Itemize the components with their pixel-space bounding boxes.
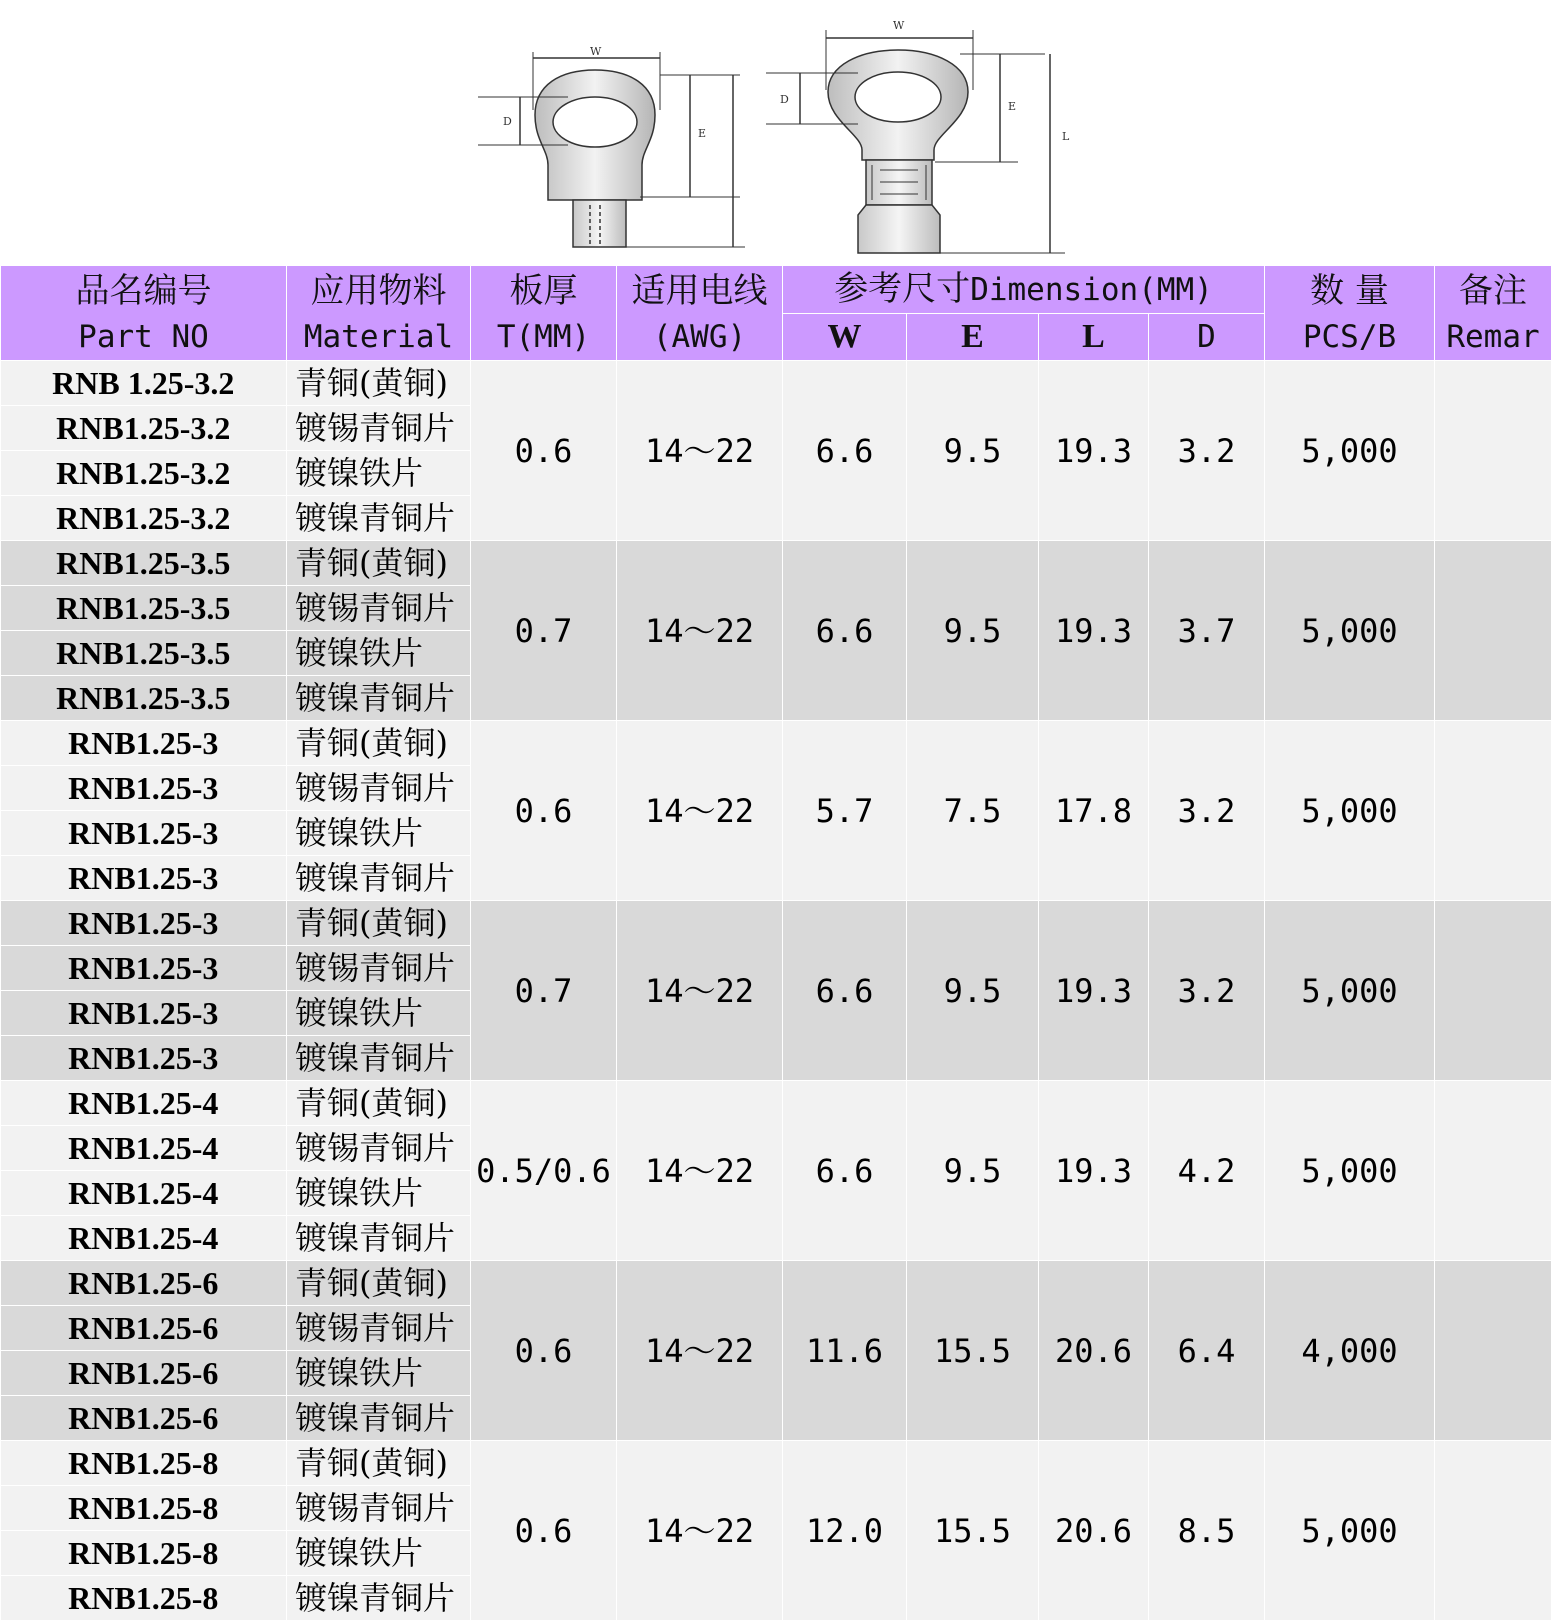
material-cell: 镀镍青铜片 [287,1036,471,1081]
part-number-cell: RNB1.25-3 [1,811,287,856]
quantity-cell: 5,000 [1265,1441,1435,1621]
material-cell: 镀锡青铜片 [287,1306,471,1351]
dim-l-cell: 19.3 [1039,541,1149,721]
dim-e-cell: 15.5 [907,1261,1039,1441]
header-qty-en: PCS/B [1302,319,1397,355]
remark-cell [1435,541,1551,721]
left-w-label: W [590,45,602,58]
dim-e-cell: 7.5 [907,721,1039,901]
material-cell: 青铜(黄铜) [287,721,471,766]
dim-d-cell: 3.2 [1149,721,1265,901]
dim-w-cell: 6.6 [783,1081,907,1261]
material-cell: 青铜(黄铜) [287,1441,471,1486]
terminal-diagram [0,0,1551,266]
spec-table-body [1,361,1551,1621]
thickness-cell: 0.6 [471,361,617,541]
terminal-left [478,52,745,247]
quantity-cell: 5,000 [1265,721,1435,901]
material-cell: 镀镍青铜片 [287,1576,471,1621]
header-part [1,266,287,361]
wire-awg-cell: 14～22 [617,721,783,901]
table-row [1,721,1551,766]
header-remark-zh: 备注 [1459,271,1528,311]
header-qty-zh: 数 量 [1310,271,1389,311]
header-material [287,266,471,361]
material-cell: 镀镍青铜片 [287,1216,471,1261]
material-cell: 镀锡青铜片 [287,766,471,811]
right-d-label: D [780,93,789,106]
terminal-diagram-svg [0,0,1551,265]
part-number-cell: RNB1.25-3.5 [1,541,287,586]
header-row-1 [1,266,1551,314]
part-number-cell: RNB1.25-6 [1,1261,287,1306]
part-number-cell: RNB1.25-8 [1,1441,287,1486]
part-number-cell: RNB 1.25-3.2 [1,361,287,406]
header-material-zh: 应用物料 [310,271,447,311]
dim-l-cell: 20.6 [1039,1261,1149,1441]
quantity-cell: 5,000 [1265,901,1435,1081]
part-number-cell: RNB1.25-6 [1,1396,287,1441]
header-remark [1435,266,1551,361]
part-number-cell: RNB1.25-4 [1,1216,287,1261]
thickness-cell: 0.7 [471,901,617,1081]
dim-l-cell: 17.8 [1039,721,1149,901]
header-dimension [783,266,1265,314]
table-row [1,1081,1551,1126]
part-number-cell: RNB1.25-3 [1,946,287,991]
material-cell: 镀镍铁片 [287,1171,471,1216]
header-part-en: Part NO [78,319,209,355]
material-cell: 镀镍铁片 [287,1531,471,1576]
header-qty [1265,266,1435,361]
thickness-cell: 0.6 [471,1441,617,1621]
right-w-label: W [893,19,905,32]
part-number-cell: RNB1.25-8 [1,1531,287,1576]
part-number-cell: RNB1.25-3 [1,1036,287,1081]
header-wire [617,266,783,361]
dim-e-cell: 15.5 [907,1441,1039,1621]
right-e-label: E [1008,100,1017,113]
part-number-cell: RNB1.25-3 [1,721,287,766]
table-row [1,1261,1551,1306]
material-cell: 镀镍青铜片 [287,496,471,541]
material-cell: 镀镍铁片 [287,811,471,856]
header-wire-en: (AWG) [652,319,747,355]
quantity-cell: 5,000 [1265,1081,1435,1261]
header-thickness-zh: 板厚 [509,271,578,311]
table-row [1,901,1551,946]
header-part-zh: 品名编号 [75,271,212,311]
header-dim-d: D [1149,314,1265,361]
thickness-cell: 0.7 [471,541,617,721]
table-row [1,1441,1551,1486]
remark-cell [1435,1441,1551,1621]
thickness-cell: 0.5/0.6 [471,1081,617,1261]
dim-l-cell: 19.3 [1039,361,1149,541]
part-number-cell: RNB1.25-3.2 [1,451,287,496]
part-number-cell: RNB1.25-3.5 [1,631,287,676]
dim-l-cell: 20.6 [1039,1441,1149,1621]
left-e-label: E [698,127,707,140]
part-number-cell: RNB1.25-4 [1,1081,287,1126]
thickness-cell: 0.6 [471,1261,617,1441]
quantity-cell: 5,000 [1265,361,1435,541]
part-number-cell: RNB1.25-8 [1,1486,287,1531]
part-number-cell: RNB1.25-3 [1,901,287,946]
thickness-cell: 0.6 [471,721,617,901]
remark-cell [1435,1261,1551,1441]
remark-cell [1435,1081,1551,1261]
part-number-cell: RNB1.25-4 [1,1126,287,1171]
header-dimension-en: Dimension(MM) [970,272,1213,308]
right-l-label: L [1062,130,1070,143]
material-cell: 镀镍铁片 [287,991,471,1036]
dim-l-cell: 19.3 [1039,1081,1149,1261]
material-cell: 镀锡青铜片 [287,1126,471,1171]
part-number-cell: RNB1.25-6 [1,1306,287,1351]
material-cell: 镀镍青铜片 [287,856,471,901]
dim-d-cell: 3.2 [1149,901,1265,1081]
dim-d-cell: 3.7 [1149,541,1265,721]
wire-awg-cell: 14～22 [617,1081,783,1261]
table-row [1,361,1551,406]
part-number-cell: RNB1.25-3.2 [1,496,287,541]
header-dimension-zh: 参考尺寸 [834,269,971,309]
part-number-cell: RNB1.25-4 [1,1171,287,1216]
material-cell: 镀镍铁片 [287,631,471,676]
header-material-en: Material [303,319,454,355]
dim-w-cell: 6.6 [783,541,907,721]
dim-w-cell: 12.0 [783,1441,907,1621]
material-cell: 镀锡青铜片 [287,1486,471,1531]
wire-awg-cell: 14～22 [617,1441,783,1621]
wire-awg-cell: 14～22 [617,901,783,1081]
wire-awg-cell: 14～22 [617,1261,783,1441]
part-number-cell: RNB1.25-3 [1,991,287,1036]
material-cell: 青铜(黄铜) [287,1081,471,1126]
part-number-cell: RNB1.25-8 [1,1576,287,1621]
dim-d-cell: 8.5 [1149,1441,1265,1621]
table-row [1,541,1551,586]
part-number-cell: RNB1.25-3.5 [1,676,287,721]
quantity-cell: 5,000 [1265,541,1435,721]
header-thickness [471,266,617,361]
left-d-label: D [503,115,512,128]
wire-awg-cell: 14～22 [617,541,783,721]
material-cell: 镀镍铁片 [287,1351,471,1396]
material-cell: 镀镍青铜片 [287,1396,471,1441]
dim-d-cell: 4.2 [1149,1081,1265,1261]
spec-table [0,265,1551,1621]
wire-awg-cell: 14～22 [617,361,783,541]
remark-cell [1435,361,1551,541]
material-cell: 青铜(黄铜) [287,901,471,946]
material-cell: 镀镍铁片 [287,451,471,496]
dim-e-cell: 9.5 [907,1081,1039,1261]
remark-cell [1435,721,1551,901]
header-dim-e: E [907,314,1039,361]
part-number-cell: RNB1.25-3.2 [1,406,287,451]
dim-w-cell: 5.7 [783,721,907,901]
dim-d-cell: 6.4 [1149,1261,1265,1441]
header-dim-w: W [783,314,907,361]
header-thickness-en: T(MM) [496,319,591,355]
material-cell: 青铜(黄铜) [287,1261,471,1306]
part-number-cell: RNB1.25-3 [1,856,287,901]
material-cell: 青铜(黄铜) [287,361,471,406]
dim-w-cell: 6.6 [783,901,907,1081]
dim-w-cell: 11.6 [783,1261,907,1441]
dim-e-cell: 9.5 [907,901,1039,1081]
dim-l-cell: 19.3 [1039,901,1149,1081]
dim-d-cell: 3.2 [1149,361,1265,541]
header-wire-zh: 适用电线 [631,271,768,311]
dim-e-cell: 9.5 [907,541,1039,721]
material-cell: 镀镍青铜片 [287,676,471,721]
terminal-right [766,30,1065,253]
part-number-cell: RNB1.25-3 [1,766,287,811]
material-cell: 镀锡青铜片 [287,946,471,991]
remark-cell [1435,901,1551,1081]
material-cell: 镀锡青铜片 [287,406,471,451]
dim-w-cell: 6.6 [783,361,907,541]
part-number-cell: RNB1.25-3.5 [1,586,287,631]
header-dim-l: L [1039,314,1149,361]
header-remark-en: Remar [1446,319,1540,355]
material-cell: 镀锡青铜片 [287,586,471,631]
quantity-cell: 4,000 [1265,1261,1435,1441]
material-cell: 青铜(黄铜) [287,541,471,586]
part-number-cell: RNB1.25-6 [1,1351,287,1396]
dim-e-cell: 9.5 [907,361,1039,541]
